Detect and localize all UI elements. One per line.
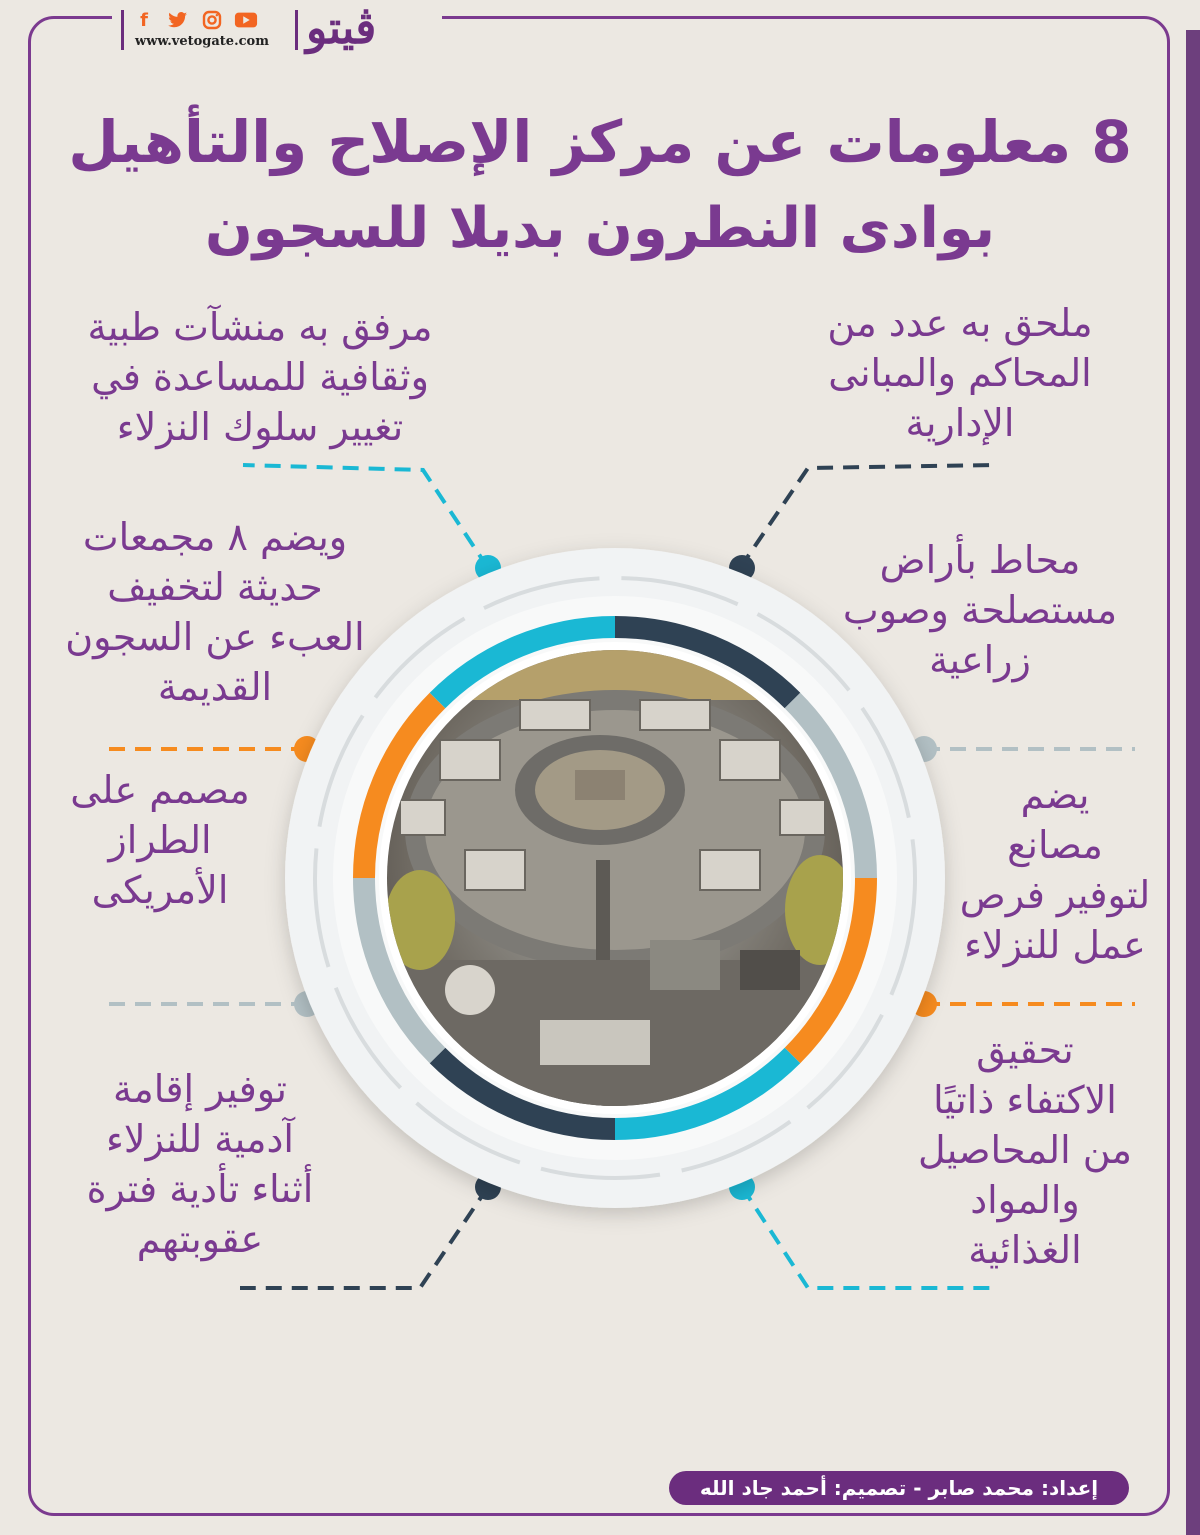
facebook-icon[interactable]: f [140, 9, 148, 31]
fact-right-4: تحقيق الاكتفاء ذاتيًا من المحاصيل والمواد الغذائية [917, 1028, 1133, 1272]
fact-left-4: توفير إقامة آدمية للنزلاء أثناء تأدية فترة عقوبتهم [86, 1067, 314, 1261]
vetogate-logo: ڤيتو [306, 3, 377, 54]
title-line-1: 8 معلومات عن مركز الإصلاح والتأهيل [68, 108, 1132, 176]
fact-left-2: ويضم ٨ مجمعات حديثة لتخفيف العبء عن السجون القديمة [65, 515, 365, 709]
fact-right-2: محاط بأراض مستصلحة وصوب زراعية [842, 538, 1118, 682]
fact-left-1: مرفق به منشآت طبية وثقافية للمساعدة في تغيير سلوك النزلاء [87, 305, 433, 449]
fact-right-1: ملحق به عدد من المحاكم والمبانى الإدارية [827, 301, 1093, 445]
title-line-2: بوادى النطرون بديلا للسجون [204, 196, 995, 261]
fact-left-3: مصمم على الطراز الأمريكى [70, 768, 250, 912]
fact-right-3: يضم مصانع لتوفير فرص عمل للنزلاء [959, 773, 1151, 967]
site-url[interactable]: www.vetogate.com [135, 34, 269, 49]
credit-bar: إعداد: محمد صابر - تصميم: أحمد جاد الله [669, 1471, 1129, 1505]
